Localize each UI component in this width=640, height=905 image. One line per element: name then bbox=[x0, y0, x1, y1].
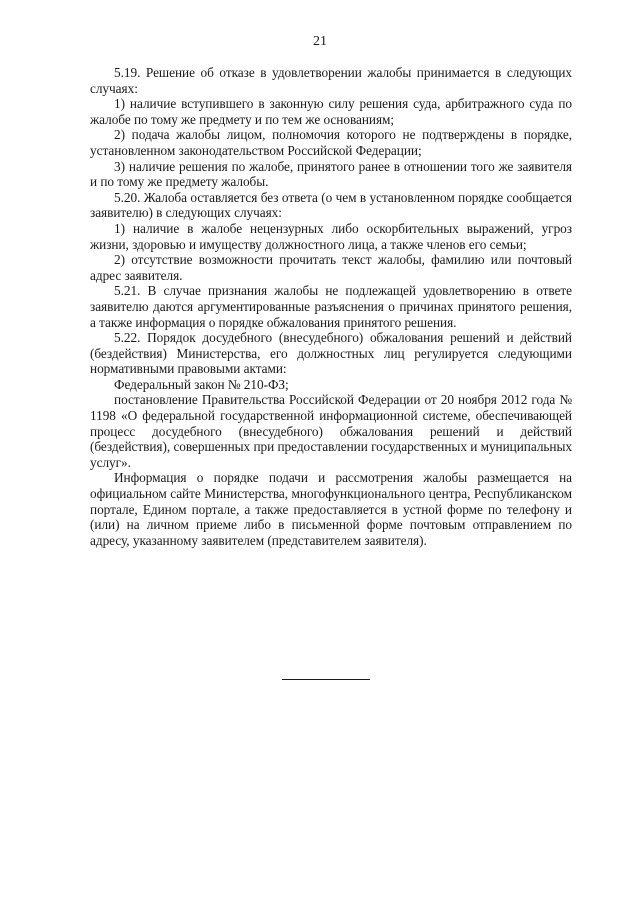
paragraph-5-19: 5.19. Решение об отказе в удовлетворении жалобы принимается в следующих случаях: bbox=[90, 65, 572, 96]
paragraph-5-20: 5.20. Жалоба оставляется без ответа (о чем в установленном порядке сообщается заявителю) в следующих случаях: bbox=[90, 189, 572, 221]
end-of-document-rule bbox=[282, 679, 370, 680]
paragraph-5-19-item-2: 2) подача жалобы лицом, полномочия которого не подтверждены в порядке, установленном законодательством Российской Федерации; bbox=[90, 127, 572, 158]
page-number: 21 bbox=[313, 34, 327, 49]
paragraph-5-21: 5.21. В случае признания жалобы не подлежащей удовлетворению в ответе заявителю даются аргументированные разъяснения о причинах принятого решения, а также информация о порядке обжалования принятого решения. bbox=[90, 283, 572, 330]
paragraph-5-19-item-3: 3) наличие решения по жалобе, принятого ранее в отношении того же заявителя и по тому же предмету жалобы. bbox=[90, 158, 572, 190]
paragraph-5-20-item-1: 1) наличие в жалобе нецензурных либо оскорбительных выражений, угроз жизни, здоровью и имуществу должностного лица, а также членов его семьи; bbox=[90, 220, 572, 252]
paragraph-information: Информация о порядке подачи и рассмотрения жалобы размещается на официальном сайте Министерства, многофункционального центра, Республиканском портале, Едином портале, а также предоставляется в устной форме по телефону и (или) на личном приеме либо в письменной форме почтовым отправлением по адресу, указанному заявителем (представителем заявителя). bbox=[90, 470, 572, 548]
paragraph-5-19-item-1: 1) наличие вступившего в законную силу решения суда, арбитражного суда по жалобе по тому же предмету и по тем же основаниям; bbox=[90, 96, 572, 127]
paragraph-5-22: 5.22. Порядок досудебного (внесудебного) обжалования решений и действий (бездействия) Министерства, его должностных лиц регулируется следующими нормативными правовыми актами: bbox=[90, 330, 572, 377]
document-body bbox=[90, 65, 572, 548]
paragraph-government-decree: постановление Правительства Российской Федерации от 20 ноября 2012 года № 1198 «О федеральной государственной информационной системе, обеспечивающей процесс досудебного (внесудебного) обжалования решений и действий (бездействия), совершенных при предоставлении государственных и муниципальных услуг». bbox=[90, 392, 572, 470]
paragraph-5-20-item-2: 2) отсутствие возможности прочитать текст жалобы, фамилию или почтовый адрес заявителя. bbox=[90, 252, 572, 283]
paragraph-federal-law: Федеральный закон № 210-ФЗ; bbox=[114, 376, 289, 392]
